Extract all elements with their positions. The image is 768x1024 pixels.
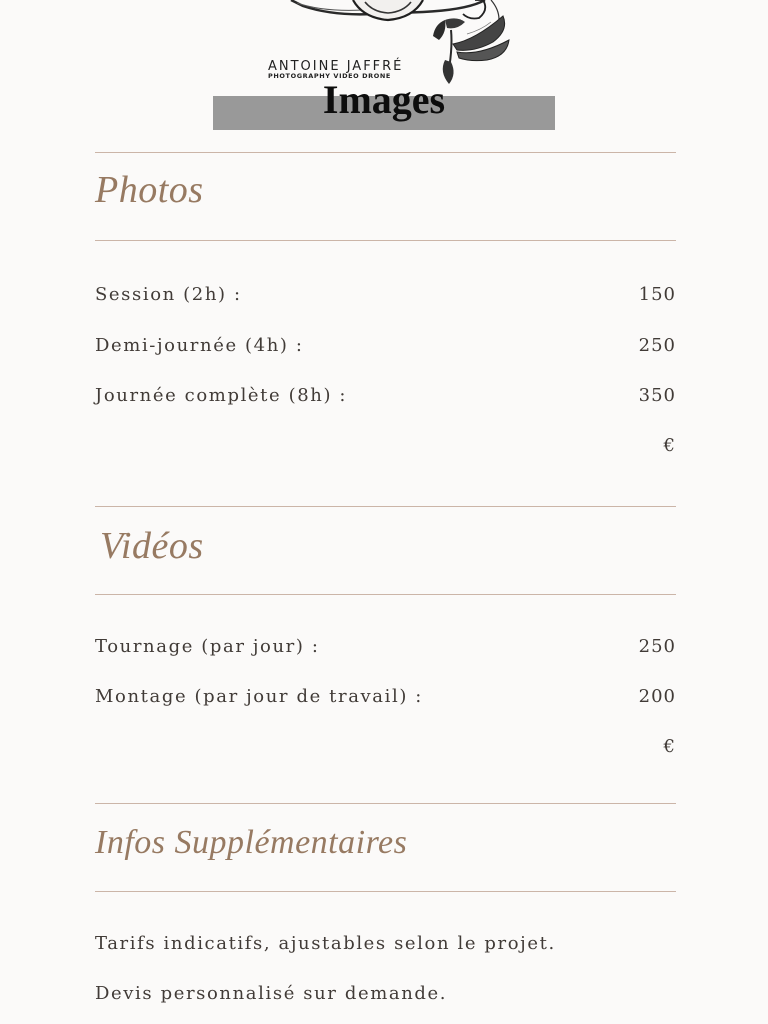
site-logo[interactable]	[213, 0, 555, 130]
price-value-session: 150	[638, 284, 676, 305]
price-value-half-day: 250	[638, 335, 676, 356]
price-label-full-day: Journée complète (8h) :	[95, 385, 348, 406]
price-label-half-day: Demi-journée (4h) :	[95, 335, 304, 356]
divider	[95, 506, 676, 507]
divider	[95, 594, 676, 595]
currency-symbol: €	[663, 435, 676, 456]
logo-brand-name: ANTOINE JAFFRÉ	[268, 59, 404, 74]
divider	[95, 803, 676, 804]
price-value-shooting: 250	[638, 636, 676, 657]
section-title-videos: Vidéos	[100, 525, 204, 567]
leaf-ornament-icon	[433, 16, 509, 84]
price-label-shooting: Tournage (par jour) :	[95, 636, 320, 657]
currency-symbol: €	[663, 736, 676, 757]
logo-wordmark: Images	[322, 77, 446, 122]
section-title-photos: Photos	[95, 169, 204, 211]
price-label-editing: Montage (par jour de travail) :	[95, 686, 423, 707]
price-label-session: Session (2h) :	[95, 284, 242, 305]
section-title-infos: Infos Supplémentaires	[95, 824, 408, 861]
divider	[95, 891, 676, 892]
price-value-full-day: 350	[638, 385, 676, 406]
price-value-editing: 200	[638, 686, 676, 707]
logo-tagline: PHOTOGRAPHY VIDEO DRONE	[268, 72, 391, 80]
divider	[95, 240, 676, 241]
info-line: Devis personnalisé sur demande.	[95, 983, 448, 1004]
info-line: Tarifs indicatifs, ajustables selon le projet.	[95, 933, 556, 954]
divider	[95, 152, 676, 153]
